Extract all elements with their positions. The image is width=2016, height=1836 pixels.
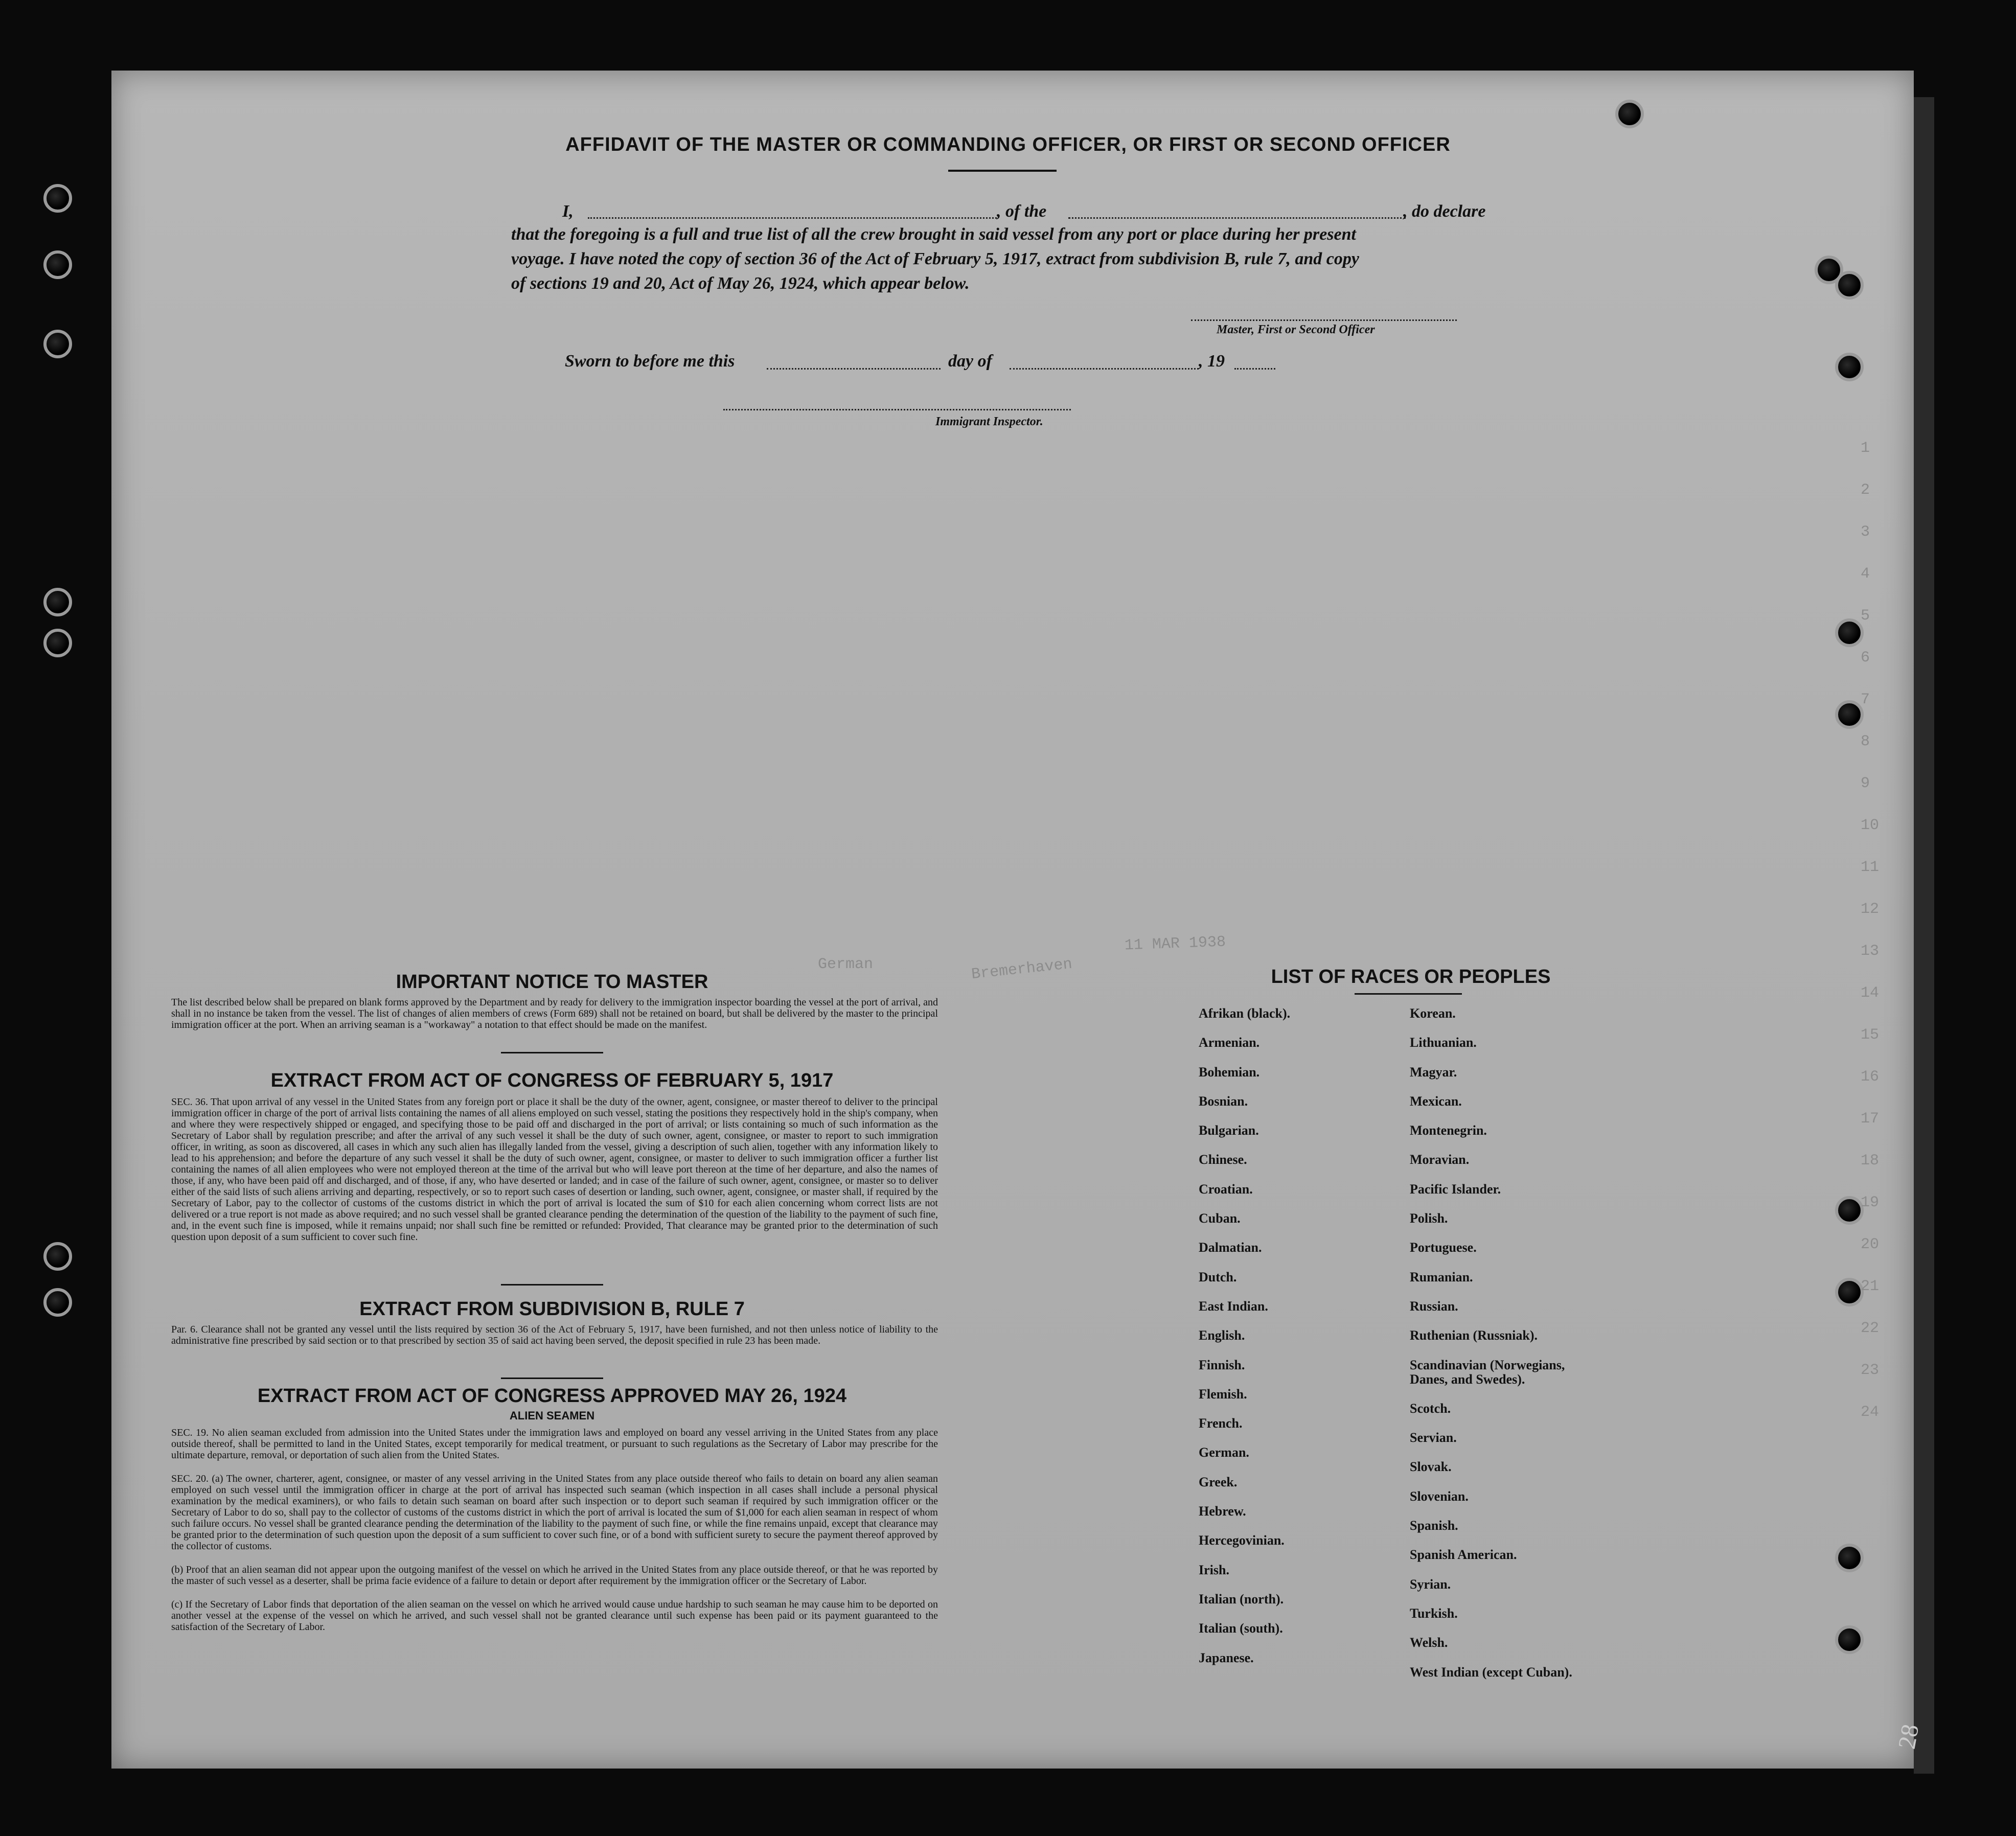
races-title-underline xyxy=(1355,993,1462,995)
binder-hole-icon xyxy=(1835,1196,1864,1225)
race-item: Slovak. xyxy=(1410,1459,1452,1475)
binder-hole-icon xyxy=(1835,1278,1864,1306)
race-item: Bulgarian. xyxy=(1199,1123,1259,1138)
binder-hole-icon xyxy=(43,184,72,213)
master-signature-label: Master, First or Second Officer xyxy=(1217,323,1375,336)
binder-hole-icon xyxy=(1835,700,1864,729)
extract-1924-sec20c: (c) If the Secretary of Labor finds that deportation of the alien seaman on the vessel on which he arrived would cause undue hardship to such seaman he may cause him to be deported on another vessel at the expense of the vessel on which he arrived, and such vessel shall not be granted clearance until such expense has been paid or its payment guaranteed to the satisfaction of the Secretary of Labor. xyxy=(171,1599,938,1633)
extract-1924-title: EXTRACT FROM ACT OF CONGRESS APPROVED MAY 26, 1924 xyxy=(257,1385,847,1407)
bleed-through-row-number: 21 xyxy=(1861,1278,1880,1295)
day-of-label: day of xyxy=(948,352,992,371)
extract-1924-sec20b: (b) Proof that an alien seaman did not appear upon the outgoing manifest of the vessel on which he arrived in the United States from any place outside thereof, or that he was reported by the master of such vessel as a deserter, shall be prima facie evidence of a failure to detain or deport after requirement by the immigration officer or the Secretary of Labor. xyxy=(171,1564,938,1587)
race-item: French. xyxy=(1199,1416,1243,1431)
binder-hole-icon xyxy=(43,1242,72,1271)
binder-hole-icon xyxy=(1835,353,1864,381)
bleed-through-row-number: 9 xyxy=(1861,775,1870,792)
race-item: English. xyxy=(1199,1328,1245,1343)
race-item: Polish. xyxy=(1410,1211,1448,1226)
affidavit-body-line3: of sections 19 and 20, Act of May 26, 1924, which appear below. xyxy=(511,274,970,293)
master-signature-line[interactable] xyxy=(1191,319,1457,321)
bleed-through-row-number: 4 xyxy=(1861,565,1870,583)
affidavit-of-the-label: , of the xyxy=(997,202,1047,221)
race-item: Dutch. xyxy=(1199,1269,1237,1284)
extract-1924-subtitle: ALIEN SEAMEN xyxy=(509,1409,595,1422)
race-item: Lithuanian. xyxy=(1410,1035,1477,1050)
affidavit-body-line2: voyage. I have noted the copy of section 36 of the Act of February 5, 1917, extract from subdivision B, rule 7, and copy xyxy=(511,249,1359,268)
race-item: Russian. xyxy=(1410,1298,1458,1314)
race-item: Croatian. xyxy=(1199,1181,1253,1197)
race-item: Italian (south). xyxy=(1199,1621,1283,1636)
race-item: Hercegovinian. xyxy=(1199,1533,1285,1548)
affidavit-do-declare-label: , do declare xyxy=(1403,202,1486,221)
inspector-signature-line[interactable] xyxy=(723,409,1071,410)
race-item: Japanese. xyxy=(1199,1650,1254,1665)
sworn-label: Sworn to before me this xyxy=(565,352,735,371)
bleed-through-row-number: 24 xyxy=(1861,1404,1880,1421)
extract-1917-text: SEC. 36. That upon arrival of any vessel in the United States from any foreign port or place it shall be the duty of the owner, agent, consignee, or master thereof to deliver to the principal immigration officer in charge of the port of arrival lists containing the names of all aliens employed on such vessel, stating the positions they respectively hold in the ship's company, when and where they were respectively shipped or engaged, and specifying those to be paid off and discharged in the port of arrival; or lists containing so much of such information as the Secretary of Labor shall by regulation prescribe; and after the arrival of any such vessel it shall be the duty of such owner, agent, consignee, or master to report to such immigration officer, in writing, as soon as discovered, all cases in which any such alien has illegally landed from the vessel, giving a description of such alien, together with any information likely to lead to his apprehension; and before the departure of any such vessel it shall be the duty of such owner, agent, consignee, or master to deliver to such immigration officer a further list containing the names of all alien employees who were not employed thereon at the time of the arrival but who will leave port thereon at the time of her departure, and also the names of those, if any, who have been paid off and discharged, and of those, if any, who have deserted or landed; and in case of the failure of such owner, agent, consignee, or master so to deliver either of the said lists of such aliens arriving and departing, respectively, or so to report such cases of desertion or landing, such owner, agent, consignee, or master shall, if required by the Secretary of Labor, pay to the collector of customs of the customs district in which the port of arrival is located the sum of $10 for each alien concerning whom correct lists are not delivered or a true report is not made as above required; and no such vessel shall be granted clearance pending the determination of the question of the liability to the payment of such fine, and, in the event such fine is imposed, while it remains unpaid; nor shall such fine be remitted or refunded: Provided, That clearance may be granted prior to the determination of such question upon deposit of a sum sufficient to cover such fine. xyxy=(171,1096,938,1243)
races-right-column xyxy=(1410,1006,1572,1694)
bleed-through-row-number: 7 xyxy=(1861,691,1870,708)
races-left-column xyxy=(1199,1006,1290,1680)
bleed-through-row-number: 11 xyxy=(1861,859,1880,876)
race-item: East Indian. xyxy=(1199,1298,1268,1314)
bleed-through-row-number: 8 xyxy=(1861,733,1870,750)
binder-hole-icon xyxy=(1835,1544,1864,1572)
race-item: Bosnian. xyxy=(1199,1093,1248,1109)
race-item: Armenian. xyxy=(1199,1035,1260,1050)
rule7-divider xyxy=(501,1378,603,1379)
race-item: Moravian. xyxy=(1410,1152,1470,1167)
race-item: Italian (north). xyxy=(1199,1591,1284,1606)
race-item: Magyar. xyxy=(1410,1064,1457,1080)
race-item: Cuban. xyxy=(1199,1211,1241,1226)
binder-hole-icon xyxy=(1615,100,1644,128)
rule7-text: Par. 6. Clearance shall not be granted any vessel until the lists required by section 36 of the Act of February 5, 1917, have been furnished, and not then unless notice of liability to the administrative fine prescribed by said section or to that prescribed by section 35 of said act having been served, the deposit specified in rule 23 has been made. xyxy=(171,1324,938,1346)
bleed-through-row-number: 18 xyxy=(1861,1152,1880,1169)
extract-1917-title: EXTRACT FROM ACT OF CONGRESS OF FEBRUARY 5, 1917 xyxy=(270,1070,834,1091)
binder-hole-icon xyxy=(43,330,72,358)
bleed-through-row-number: 3 xyxy=(1861,523,1870,541)
year-label: , 19 xyxy=(1199,352,1225,371)
race-item: Dalmatian. xyxy=(1199,1240,1262,1255)
bleed-through-row-number: 17 xyxy=(1861,1110,1880,1128)
race-item: Danes, and Swedes). xyxy=(1410,1371,1525,1387)
binder-hole-icon xyxy=(1835,271,1864,300)
bleed-through-row-number: 12 xyxy=(1861,901,1880,918)
notice-text: The list described below shall be prepared on blank forms approved by the Department and by ready for delivery to the immigration inspector boarding the vessel at the port of arrival, and shall in no instance be taken from the vessel. The list of changes of alien members of crews (Form 689) shall not be retained on board, but shall be delivered by the master to the principal immigration officer at the port. When an arriving seaman is a "workaway" a notation to that effect should be made on the manifest. xyxy=(171,997,938,1030)
race-item: Irish. xyxy=(1199,1562,1229,1577)
race-item: Korean. xyxy=(1410,1006,1456,1021)
sheet-edge-shadow xyxy=(1914,97,1934,1774)
bleed-through-row-number: 20 xyxy=(1861,1236,1880,1253)
bleed-through-row-number: 6 xyxy=(1861,649,1870,667)
bleed-through-row-number: 15 xyxy=(1861,1026,1880,1044)
race-item: West Indian (except Cuban). xyxy=(1410,1664,1572,1680)
officer-name-field[interactable] xyxy=(588,217,997,219)
sworn-month-field[interactable] xyxy=(1010,368,1199,370)
race-item: Slovenian. xyxy=(1410,1488,1469,1504)
race-item: Chinese. xyxy=(1199,1152,1247,1167)
binder-hole-icon xyxy=(1835,618,1864,647)
bleed-through-row-number: 14 xyxy=(1861,984,1880,1002)
bleed-through-row-number: 2 xyxy=(1861,481,1870,499)
bleed-through-nationality: German xyxy=(818,956,874,973)
race-item: Ruthenian (Russniak). xyxy=(1410,1328,1538,1343)
affidavit-body-line1: that the foregoing is a full and true list of all the crew brought in said vessel from any port or place during her present xyxy=(511,225,1356,244)
page-number: 28 xyxy=(1893,1722,1925,1751)
race-item: Bohemian. xyxy=(1199,1064,1260,1080)
race-item: Flemish. xyxy=(1199,1386,1247,1402)
races-title: LIST OF RACES OR PEOPLES xyxy=(1271,966,1551,988)
bleed-through-row-number: 16 xyxy=(1861,1068,1880,1086)
race-item: Finnish. xyxy=(1199,1357,1245,1372)
race-item: Rumanian. xyxy=(1410,1269,1473,1284)
race-item: Turkish. xyxy=(1410,1605,1458,1621)
binder-hole-icon xyxy=(43,629,72,657)
bleed-through-row-number: 13 xyxy=(1861,943,1880,960)
binder-hole-icon xyxy=(1835,1625,1864,1654)
race-item: Spanish American. xyxy=(1410,1547,1517,1563)
inspector-label: Immigrant Inspector. xyxy=(935,415,1043,428)
race-item: German. xyxy=(1199,1445,1249,1460)
race-item: Greek. xyxy=(1199,1474,1238,1489)
race-item: Afrikan (black). xyxy=(1199,1006,1291,1021)
race-item: Spanish. xyxy=(1410,1518,1458,1533)
bleed-through-row-number: 22 xyxy=(1861,1320,1880,1337)
vessel-name-field[interactable] xyxy=(1068,217,1406,219)
affidavit-i-label: I, xyxy=(562,202,574,221)
notice-title: IMPORTANT NOTICE TO MASTER xyxy=(396,971,708,993)
race-item: Montenegrin. xyxy=(1410,1123,1487,1138)
binder-hole-icon xyxy=(43,1288,72,1317)
race-item: Mexican. xyxy=(1410,1093,1462,1109)
bleed-through-row-number: 23 xyxy=(1861,1362,1880,1379)
race-item: Syrian. xyxy=(1410,1576,1451,1592)
bleed-through-row-number: 19 xyxy=(1861,1194,1880,1211)
extract-1924-sec19: SEC. 19. No alien seaman excluded from admission into the United States under the immigration laws and employed on board any vessel arriving in the United States from any place outside thereof, shall be permitted to land in the United States, except temporarily for medical treatment, or pursuant to such regulations as the Secretary of Labor may prescribe for the ultimate departure, removal, or deportation of such alien from the United States. xyxy=(171,1427,938,1461)
race-item: Pacific Islander. xyxy=(1410,1181,1501,1197)
rule7-title: EXTRACT FROM SUBDIVISION B, RULE 7 xyxy=(359,1298,745,1320)
race-item: Welsh. xyxy=(1410,1635,1448,1650)
binder-hole-icon xyxy=(43,250,72,279)
sworn-day-field[interactable] xyxy=(767,368,941,370)
bleed-through-row-number: 5 xyxy=(1861,607,1870,625)
race-item: Scandinavian (Norwegians, xyxy=(1410,1357,1565,1372)
title-underline xyxy=(948,170,1057,172)
bleed-through-port: Bremerhaven xyxy=(970,955,1073,984)
bleed-through-row-number: 10 xyxy=(1861,817,1880,834)
extract-1917-divider xyxy=(501,1284,603,1286)
bleed-through-row-number: 1 xyxy=(1861,440,1870,457)
sworn-year-field[interactable] xyxy=(1234,368,1275,370)
binder-hole-icon xyxy=(43,588,72,616)
notice-divider xyxy=(501,1052,603,1053)
affidavit-title: AFFIDAVIT OF THE MASTER OR COMMANDING OFFICER, OR FIRST OR SECOND OFFICER xyxy=(565,134,1451,155)
race-item: Servian. xyxy=(1410,1430,1457,1445)
race-item: Hebrew. xyxy=(1199,1504,1246,1519)
extract-1924-sec20a: SEC. 20. (a) The owner, charterer, agent, consignee, or master of any vessel arriving in the United States from any place outside thereof who fails to detain on board any alien seaman employed on such vessel until the immigration officer in charge at the port of arrival has inspected such seaman (which inspection in all cases shall include a personal physical examination by the medical examiners), or who fails to detain such seaman on board after such inspection or to deport such seaman if required by such immigration officer or the Secretary of Labor to do so, shall pay to the collector of customs of the customs district in which the port of arrival is located the sum of $1,000 for each alien seaman in respect of whom such failure occurs. No vessel shall be granted clearance pending the determination of the liability to the payment of such fine, or while the fine remains unpaid, except that clearance may be granted prior to the determination of such question upon the deposit of a sum sufficient to cover such fine, or of a bond with sufficient surety to secure the payment thereof approved by the collector of customs. xyxy=(171,1473,938,1552)
bleed-through-stamp: 11 MAR 1938 xyxy=(1124,933,1226,955)
race-item: Scotch. xyxy=(1410,1401,1451,1416)
race-item: Portuguese. xyxy=(1410,1240,1477,1255)
